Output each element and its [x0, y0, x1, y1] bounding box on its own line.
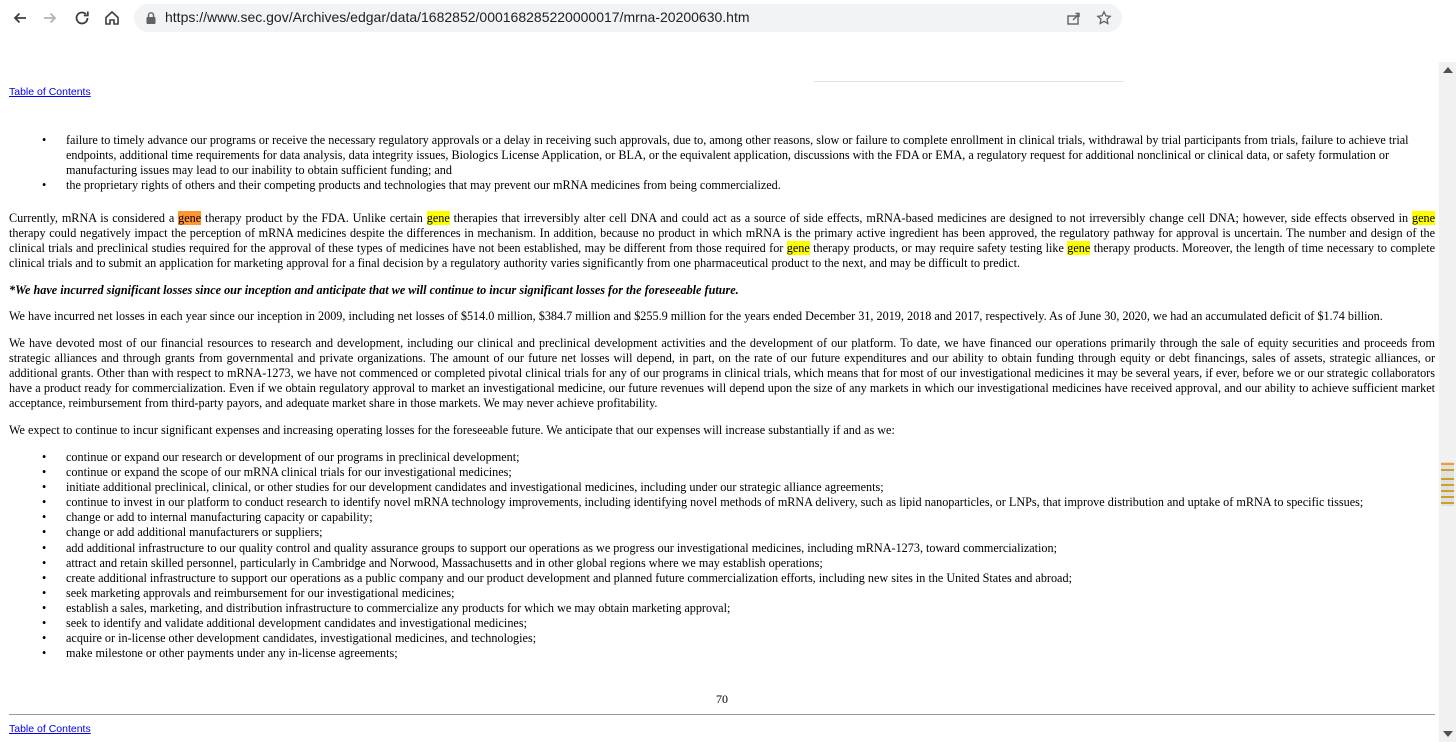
list-item: • establish a sales, marketing, and distribution infrastructure to commercialize any products for which we may obtain marketing approval;	[42, 600, 731, 615]
list-item: • acquire or in-license other development candidates, investigational medicines, and technologies;	[42, 631, 537, 646]
forward-arrow-icon	[41, 9, 59, 27]
url-text[interactable]: https://www.sec.gov/Archives/edgar/data/1682852/000168285220000017/mrna-20200630.htm	[165, 9, 750, 25]
page-break-rule	[9, 714, 1435, 715]
header-divider	[814, 81, 1124, 82]
bullet-glyph: •	[42, 510, 47, 525]
reload-button[interactable]	[70, 6, 94, 30]
list-item: • initiate additional preclinical, clinical, or other studies for our development candidates and investigational medicines, including under our strategic alliance agreements;	[42, 480, 884, 495]
reload-icon	[73, 9, 91, 27]
find-marker	[1441, 496, 1454, 498]
list-item: • attract and retain skilled personnel, particularly in Cambridge and Norwood, Massachusetts and in other global regions where we may establish operations;	[42, 555, 823, 570]
bullet-list-top	[9, 133, 1435, 193]
lock-icon	[144, 11, 158, 25]
bullet-glyph: •	[42, 495, 47, 510]
find-marker	[1441, 490, 1454, 492]
bullet-glyph: •	[42, 585, 47, 600]
bullet-glyph: •	[42, 646, 47, 661]
bookmark-star-icon[interactable]	[1096, 10, 1112, 26]
bullet-glyph: •	[42, 480, 47, 495]
bullet-glyph: •	[42, 133, 47, 147]
bullet-glyph: •	[42, 570, 47, 585]
gene-therapy-paragraph: Currently, mRNA is considered a gene therapy product by the FDA. Unlike certain gene therapies that irreversibly alter cell DNA and could act as a source of side effects, mRNA-based medicines are designed to not irreversibly change cell DNA; however, side effects observed in gene therapy could negatively impact the perception of mRNA medicines despite the differences in mechanism. In addition, because no product in which mRNA is the primary active ingredient has been approved, the regulatory pathway for approval is uncertain. The number and design of the clinical trials and preclinical studies required for the approval of these types of medicines have not been established, may be different from those required for gene therapy products, or may require safety testing like gene therapy products. Moreover, the length of time necessary to complete clinical trials and to submit an application for marketing approval for a final decision by a regulatory authority varies significantly from one pharmaceutical product to the next, and may be difficult to predict.	[9, 211, 1435, 271]
financial-resources-paragraph: We have devoted most of our financial resources to research and development, including our clinical and preclinical development activities and the development of our platform. To date, we have financed our operations primarily through the sale of equity securities and proceeds from strategic alliances and through grants from governmental and private organizations. The amount of our future net losses will depend, in part, on the rate of our future expenditures and our ability to obtain funding through equity or debt financings, sales of assets, strategic alliances, or additional grants. Other than with respect to mRNA-1273, we have not commenced or completed pivotal clinical trials for any of our programs in clinical trials, which means that for most of our investigational medicines it may be several years, if ever, before we or our strategic collaborators have a product ready for commercialization. Even if we obtain regulatory approval to market an investigational medicine, our future revenues will depend upon the size of any markets in which our investigational medicines have received approval, and our ability to achieve sufficient market acceptance, reimbursement from third-party payors, and adequate market share in those markets. We may never achieve profitability.	[9, 336, 1435, 411]
table-of-contents-link-bottom[interactable]: Table of Contents	[9, 723, 91, 735]
list-item: • the proprietary rights of others and their competing products and technologies that may prevent our mRNA medicines from being commercialized.	[42, 178, 781, 193]
browser-toolbar	[0, 0, 1456, 36]
bullet-glyph: •	[42, 465, 47, 480]
find-marker	[1441, 502, 1454, 504]
back-arrow-icon	[11, 9, 29, 27]
bullet-glyph: •	[42, 616, 47, 631]
list-item: • add additional infrastructure to our quality control and quality assurance groups to support our operations as we progress our investigational medicines, including mRNA-1273, toward commercialization;	[42, 540, 1058, 555]
find-marker	[1441, 478, 1454, 480]
bullet-glyph: •	[42, 600, 47, 615]
bullet-glyph: •	[42, 525, 47, 540]
page-number: 70	[716, 692, 728, 706]
list-item: • seek to identify and validate additional development candidates and investigational medicines;	[42, 616, 527, 631]
bullet-glyph: •	[42, 631, 47, 646]
search-highlight: gene	[426, 211, 450, 225]
list-item: • failure to timely advance our programs or receive the necessary regulatory approvals or a delay in receiving such approvals, due to, among other reasons, slow or failure to complete enrollment in clinical trials, withdrawal by trial participants from trials, failure to achieve trial endpoints, additional time requirements for data analysis, data integrity issues, Biologics License Application, or BLA, or the equivalent application, discussions with the FDA or EMA, a regulatory request for additional nonclinical or clinical data, or safety formulation or manufacturing issues may lead to our inability to obtain sufficient funding; and	[42, 133, 1409, 178]
search-highlight: gene	[1067, 241, 1091, 256]
scroll-up-arrow-icon[interactable]	[1443, 67, 1453, 73]
bullet-glyph: •	[42, 540, 47, 555]
list-item: • continue or expand the scope of our mRNA clinical trials for our investigational medicines;	[42, 465, 512, 480]
list-item: • change or add to internal manufacturing capacity or capability;	[42, 510, 373, 525]
share-icon[interactable]	[1066, 10, 1082, 26]
scroll-down-arrow-icon[interactable]	[1443, 731, 1453, 737]
list-item: • change or add additional manufacturers or suppliers;	[42, 525, 323, 540]
vertical-scrollbar[interactable]	[1439, 62, 1456, 742]
net-losses-paragraph: We have incurred net losses in each year since our inception in 2009, including net losses of $514.0 million, $384.7 million and $255.9 million for the years ended December 31, 2019, 2018 and 2017, respectively. As of June 30, 2020, we had an accumulated deficit of $1.74 billion.	[9, 309, 1383, 323]
bullet-glyph: •	[42, 555, 47, 570]
list-item: • seek marketing approvals and reimbursement for our investigational medicines;	[42, 585, 455, 600]
search-highlight-active: gene	[178, 211, 202, 225]
bullet-glyph: •	[42, 178, 47, 193]
list-item: • continue or expand our research or development of our programs in preclinical development;	[42, 450, 520, 464]
find-marker-active	[1441, 463, 1454, 465]
expenses-intro-paragraph: We expect to continue to incur significant expenses and increasing operating losses for the foreseeable future. We anticipate that our expenses will increase substantially if and as we:	[9, 423, 895, 437]
search-highlight: gene	[1411, 211, 1435, 225]
find-marker	[1441, 484, 1454, 486]
home-button[interactable]	[100, 6, 124, 30]
find-marker	[1441, 469, 1454, 471]
list-item: • continue to invest in our platform to conduct research to identify novel mRNA technology improvements, including identifying novel methods of mRNA delivery, such as lipid nanoparticles, or LNPs, that improve distribution and uptake of mRNA to specific tissues;	[42, 495, 1364, 510]
forward-button[interactable]	[38, 6, 62, 30]
back-button[interactable]	[8, 6, 32, 30]
risk-factor-heading: *We have incurred significant losses since our inception and anticipate that we will continue to incur significant losses for the foreseeable future.	[9, 283, 739, 297]
document-page	[9, 36, 1435, 742]
table-of-contents-link-top[interactable]: Table of Contents	[9, 86, 91, 98]
bullet-list-expenses	[9, 450, 1435, 661]
list-item: • create additional infrastructure to support our operations as a public company and our product development and planned future commercialization efforts, including new sites in the United States and abroad;	[42, 570, 1072, 585]
home-icon	[103, 9, 121, 27]
address-bar[interactable]	[134, 4, 1122, 32]
list-item: • make milestone or other payments under any in-license agreements;	[42, 646, 398, 661]
bullet-glyph: •	[42, 450, 47, 464]
search-highlight: gene	[786, 241, 810, 256]
